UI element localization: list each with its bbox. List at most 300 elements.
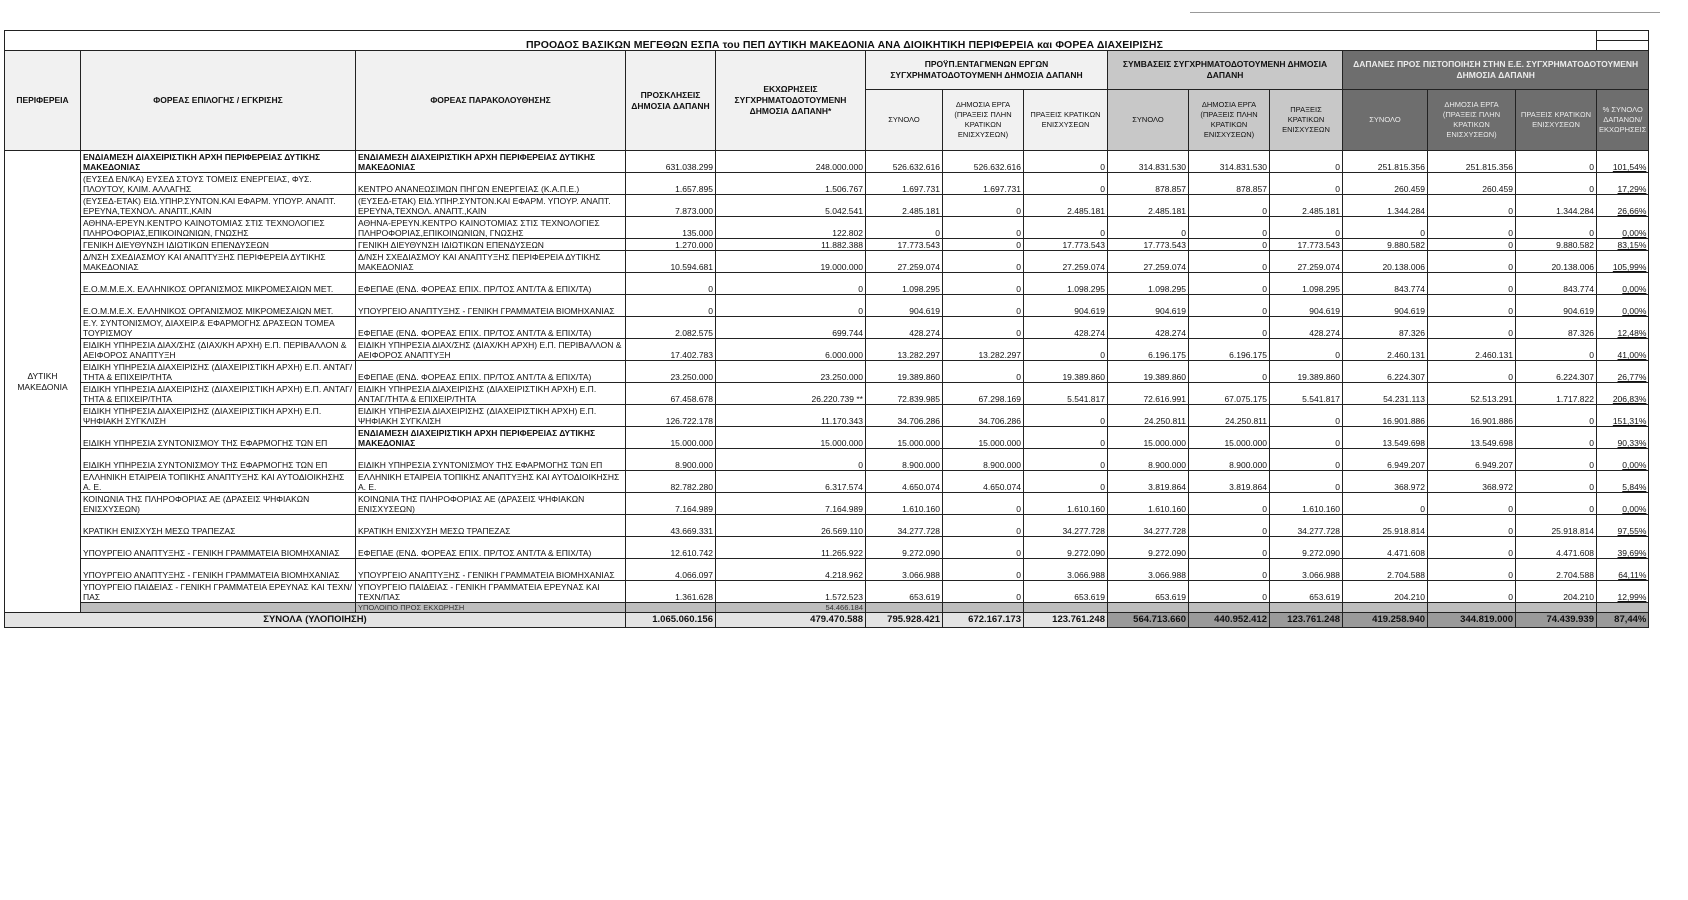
- expenses-total-cell: 6.224.307: [1343, 361, 1428, 383]
- totals-contracts-total: 564.713.660: [1108, 613, 1189, 628]
- budget-public-works-cell: 0: [943, 217, 1024, 239]
- expenses-state-aid-cell: 204.210: [1516, 581, 1597, 603]
- expenses-public-works-cell: 0: [1428, 317, 1516, 339]
- table-row: [5, 173, 1649, 195]
- contracts-state-aid-cell: 3.066.988: [1270, 559, 1343, 581]
- table-row: [5, 449, 1649, 471]
- table-row: [5, 493, 1649, 515]
- pct-cell: 64,11%: [1597, 559, 1649, 581]
- table-row: [5, 471, 1649, 493]
- monitoring-body-cell: ΥΠΟΥΡΓΕΙΟ ΑΝΑΠΤΥΞΗΣ - ΓΕΝΙΚΗ ΓΡΑΜΜΑΤΕΙΑ ΒΙΟΜΗΧΑΝΙΑΣ: [356, 295, 626, 317]
- expenses-total-cell: 13.549.698: [1343, 427, 1428, 449]
- assignments-cell: 5.042.541: [716, 195, 866, 217]
- calls-cell: 1.361.628: [626, 581, 716, 603]
- expenses-public-works-cell: 0: [1428, 217, 1516, 239]
- table-row: [5, 383, 1649, 405]
- expenses-total-cell: 368.972: [1343, 471, 1428, 493]
- pct-cell: 97,55%: [1597, 515, 1649, 537]
- contracts-total-cell: 904.619: [1108, 295, 1189, 317]
- selection-body-cell: ΚΡΑΤΙΚΗ ΕΝΙΣΧΥΣΗ ΜΕΣΩ ΤΡΑΠΕΖΑΣ: [81, 515, 356, 537]
- header-monitoring-body: ΦΟΡΕΑΣ ΠΑΡΑΚΟΛΟΥΘΗΣΗΣ: [356, 51, 626, 151]
- expenses-state-aid-cell: 0: [1516, 449, 1597, 471]
- top-decorative-rule: [1190, 12, 1660, 13]
- totals-row: [5, 613, 1649, 628]
- calls-cell: 7.164.989: [626, 493, 716, 515]
- calls-cell: 0: [626, 273, 716, 295]
- selection-body-cell: ΥΠΟΥΡΓΕΙΟ ΑΝΑΠΤΥΞΗΣ - ΓΕΝΙΚΗ ΓΡΑΜΜΑΤΕΙΑ ΒΙΟΜΗΧΑΝΙΑΣ: [81, 559, 356, 581]
- calls-cell: 15.000.000: [626, 427, 716, 449]
- table-row: [5, 295, 1649, 317]
- title-row: [5, 31, 1649, 51]
- budget-total-cell: 72.839.985: [866, 383, 943, 405]
- budget-total-cell: 9.272.090: [866, 537, 943, 559]
- selection-body-cell: ΚΟΙΝΩΝΙΑ ΤΗΣ ΠΛΗΡΟΦΟΡΙΑΣ ΑΕ (ΔΡΑΣΕΙΣ ΨΗΦΙΑΚΩΝ ΕΝΙΣΧΥΣΕΩΝ): [81, 493, 356, 515]
- assignments-cell: 1.572.523: [716, 581, 866, 603]
- totals-assignments: 479.470.588: [716, 613, 866, 628]
- monitoring-body-cell: ΕΦΕΠΑΕ (ΕΝΔ. ΦΟΡΕΑΣ ΕΠΙΧ. ΠΡ/ΤΟΣ ΑΝΤ/ΤΑ & ΕΠΙΧ/ΤΑ): [356, 361, 626, 383]
- monitoring-body-cell: ΚΕΝΤΡΟ ΑΝΑΝΕΩΣΙΜΩΝ ΠΗΓΩΝ ΕΝΕΡΓΕΙΑΣ (Κ.Α.Π.Ε.): [356, 173, 626, 195]
- contracts-total-cell: 1.610.160: [1108, 493, 1189, 515]
- monitoring-body-cell: ΚΡΑΤΙΚΗ ΕΝΙΣΧΥΣΗ ΜΕΣΩ ΤΡΑΠΕΖΑΣ: [356, 515, 626, 537]
- table-row: [5, 427, 1649, 449]
- totals-calls: 1.065.060.156: [626, 613, 716, 628]
- expenses-state-aid-cell: 4.471.608: [1516, 537, 1597, 559]
- contracts-state-aid-cell: 34.277.728: [1270, 515, 1343, 537]
- selection-body-cell: ΕΙΔΙΚΗ ΥΠΗΡΕΣΙΑ ΔΙΑΧ/ΣΗΣ (ΔΙΑΧ/ΚΗ ΑΡΧΗ) Ε.Π. ΠΕΡΙΒΑΛΛΟΝ & ΑΕΙΦΟΡΟΣ ΑΝΑΠΤΥΞΗ: [81, 339, 356, 361]
- calls-cell: 7.873.000: [626, 195, 716, 217]
- table-row: [5, 559, 1649, 581]
- report-sheet: [4, 30, 1649, 628]
- expenses-public-works-cell: 6.949.207: [1428, 449, 1516, 471]
- header-calls: ΠΡΟΣΚΛΗΣΕΙΣ ΔΗΜΟΣΙΑ ΔΑΠΑΝΗ: [626, 51, 716, 151]
- pct-cell: 17,29%: [1597, 173, 1649, 195]
- budget-public-works-cell: 8.900.000: [943, 449, 1024, 471]
- expenses-state-aid-cell: 0: [1516, 217, 1597, 239]
- calls-cell: 8.900.000: [626, 449, 716, 471]
- selection-body-cell: ΕΛΛΗΝΙΚΗ ΕΤΑΙΡΕΙΑ ΤΟΠΙΚΗΣ ΑΝΑΠΤΥΞΗΣ ΚΑΙ ΑΥΤΟΔΙΟΙΚΗΣΗΣ Α. Ε.: [81, 471, 356, 493]
- contracts-total-cell: 3.819.864: [1108, 471, 1189, 493]
- pct-cell: 0,00%: [1597, 217, 1649, 239]
- expenses-total-cell: 87.326: [1343, 317, 1428, 339]
- calls-cell: 1.270.000: [626, 239, 716, 251]
- expenses-state-aid-cell: 25.918.814: [1516, 515, 1597, 537]
- remainder-blank: [1343, 603, 1428, 613]
- expenses-public-works-cell: 0: [1428, 559, 1516, 581]
- contracts-state-aid-cell: 19.389.860: [1270, 361, 1343, 383]
- budget-public-works-cell: 13.282.297: [943, 339, 1024, 361]
- assignments-cell: 7.164.989: [716, 493, 866, 515]
- budget-public-works-cell: 0: [943, 559, 1024, 581]
- contracts-total-cell: 428.274: [1108, 317, 1189, 339]
- budget-total-cell: 15.000.000: [866, 427, 943, 449]
- assignments-cell: 11.882.388: [716, 239, 866, 251]
- contracts-public-works-cell: 0: [1189, 295, 1270, 317]
- contracts-state-aid-cell: 0: [1270, 427, 1343, 449]
- contracts-public-works-cell: 878.857: [1189, 173, 1270, 195]
- expenses-public-works-cell: 0: [1428, 251, 1516, 273]
- remainder-blank: [1108, 603, 1189, 613]
- header-budget-public-works: ΔΗΜΟΣΙΑ ΕΡΓΑ (ΠΡΑΞΕΙΣ ΠΛΗΝ ΚΡΑΤΙΚΩΝ ΕΝΙΣΧΥΣΕΩΝ): [943, 90, 1024, 151]
- table-row: [5, 151, 1649, 173]
- assignments-cell: 248.000.000: [716, 151, 866, 173]
- selection-body-cell: (ΕΥΣΕΔ ΕΝ/ΚΑ) ΕΥΣΕΔ ΣΤΟΥΣ ΤΟΜΕΙΣ ΕΝΕΡΓΕΙΑΣ, ΦΥΣ. ΠΛΟΥΤΟΥ, ΚΛΙΜ. ΑΛΛΑΓΗΣ: [81, 173, 356, 195]
- budget-state-aid-cell: 0: [1024, 339, 1108, 361]
- budget-state-aid-cell: 0: [1024, 449, 1108, 471]
- expenses-public-works-cell: 0: [1428, 295, 1516, 317]
- budget-public-works-cell: 67.298.169: [943, 383, 1024, 405]
- contracts-public-works-cell: 0: [1189, 195, 1270, 217]
- remainder-blank: [1189, 603, 1270, 613]
- budget-state-aid-cell: 5.541.817: [1024, 383, 1108, 405]
- budget-total-cell: 1.610.160: [866, 493, 943, 515]
- monitoring-body-cell: ΕΝΔΙΑΜΕΣΗ ΔΙΑΧΕΙΡΙΣΤΙΚΗ ΑΡΧΗ ΠΕΡΙΦΕΡΕΙΑΣ ΔΥΤΙΚΗΣ ΜΑΚΕΔΟΝΙΑΣ: [356, 427, 626, 449]
- expenses-public-works-cell: 0: [1428, 537, 1516, 559]
- budget-public-works-cell: 0: [943, 251, 1024, 273]
- pct-cell: 39,69%: [1597, 537, 1649, 559]
- remainder-blank: [1597, 603, 1649, 613]
- remainder-blank: [1024, 603, 1108, 613]
- budget-total-cell: 13.282.297: [866, 339, 943, 361]
- pct-cell: 0,00%: [1597, 449, 1649, 471]
- budget-public-works-cell: 0: [943, 239, 1024, 251]
- budget-public-works-cell: 0: [943, 361, 1024, 383]
- budget-total-cell: 653.619: [866, 581, 943, 603]
- remainder-blank: [1428, 603, 1516, 613]
- expenses-public-works-cell: 0: [1428, 361, 1516, 383]
- assignments-cell: 122.802: [716, 217, 866, 239]
- contracts-state-aid-cell: 0: [1270, 173, 1343, 195]
- header-assignments: ΕΚΧΩΡΗΣΕΙΣ ΣΥΓΧΡΗΜΑΤΟΔΟΤΟΥΜΕΝΗ ΔΗΜΟΣΙΑ ΔΑΠΑΝΗ*: [716, 51, 866, 151]
- budget-public-works-cell: 0: [943, 195, 1024, 217]
- selection-body-cell: ΥΠΟΥΡΓΕΙΟ ΑΝΑΠΤΥΞΗΣ - ΓΕΝΙΚΗ ΓΡΑΜΜΑΤΕΙΑ ΒΙΟΜΗΧΑΝΙΑΣ: [81, 537, 356, 559]
- pct-cell: 26,66%: [1597, 195, 1649, 217]
- assignments-cell: 6.317.574: [716, 471, 866, 493]
- assignments-cell: 699.744: [716, 317, 866, 339]
- header-group-expenses: ΔΑΠΑΝΕΣ ΠΡΟΣ ΠΙΣΤΟΠΟΙΗΣΗ ΣΤΗΝ Ε.Ε. ΣΥΓΧΡΗΜΑΤΟΔΟΤΟΥΜΕΝΗ ΔΗΜΟΣΙΑ ΔΑΠΑΝΗ: [1343, 51, 1649, 90]
- expenses-state-aid-cell: 0: [1516, 427, 1597, 449]
- assignments-cell: 11.170.343: [716, 405, 866, 427]
- selection-body-cell: ΓΕΝΙΚΗ ΔΙΕΥΘΥΝΣΗ ΙΔΙΩΤΙΚΩΝ ΕΠΕΝΔΥΣΕΩΝ: [81, 239, 356, 251]
- contracts-state-aid-cell: 2.485.181: [1270, 195, 1343, 217]
- assignments-cell: 19.000.000: [716, 251, 866, 273]
- expenses-public-works-cell: 0: [1428, 493, 1516, 515]
- contracts-public-works-cell: 0: [1189, 559, 1270, 581]
- remainder-assignments: 54.466.184: [716, 603, 866, 613]
- remainder-blank: [626, 603, 716, 613]
- expenses-total-cell: 9.880.582: [1343, 239, 1428, 251]
- contracts-total-cell: 0: [1108, 217, 1189, 239]
- contracts-total-cell: 34.277.728: [1108, 515, 1189, 537]
- expenses-total-cell: 2.460.131: [1343, 339, 1428, 361]
- budget-state-aid-cell: 2.485.181: [1024, 195, 1108, 217]
- expenses-public-works-cell: 52.513.291: [1428, 383, 1516, 405]
- monitoring-body-cell: ΕΛΛΗΝΙΚΗ ΕΤΑΙΡΕΙΑ ΤΟΠΙΚΗΣ ΑΝΑΠΤΥΞΗΣ ΚΑΙ ΑΥΤΟΔΙΟΙΚΗΣΗΣ Α. Ε.: [356, 471, 626, 493]
- totals-expenses-state-aid: 74.439.939: [1516, 613, 1597, 628]
- table-row: [5, 361, 1649, 383]
- pct-cell: 151,31%: [1597, 405, 1649, 427]
- table-row: [5, 217, 1649, 239]
- selection-body-cell: ΥΠΟΥΡΓΕΙΟ ΠΑΙΔΕΙΑΣ - ΓΕΝΙΚΗ ΓΡΑΜΜΑΤΕΙΑ ΕΡΕΥΝΑΣ ΚΑΙ ΤΕΧΝ/ΠΑΣ: [81, 581, 356, 603]
- table-row: [5, 273, 1649, 295]
- budget-total-cell: 8.900.000: [866, 449, 943, 471]
- expenses-state-aid-cell: 0: [1516, 471, 1597, 493]
- budget-public-works-cell: 0: [943, 515, 1024, 537]
- selection-body-cell: ΕΙΔΙΚΗ ΥΠΗΡΕΣΙΑ ΔΙΑΧΕΙΡΙΣΗΣ (ΔΙΑΧΕΙΡΙΣΤΙΚΗ ΑΡΧΗ) Ε.Π. ΨΗΦΙΑΚΗ ΣΥΓΚΛΙΣΗ: [81, 405, 356, 427]
- contracts-state-aid-cell: 0: [1270, 151, 1343, 173]
- contracts-total-cell: 2.485.181: [1108, 195, 1189, 217]
- budget-state-aid-cell: 1.610.160: [1024, 493, 1108, 515]
- contracts-state-aid-cell: 0: [1270, 471, 1343, 493]
- contracts-public-works-cell: 0: [1189, 537, 1270, 559]
- contracts-state-aid-cell: 1.610.160: [1270, 493, 1343, 515]
- totals-contracts-public-works: 440.952.412: [1189, 613, 1270, 628]
- expenses-state-aid-cell: 6.224.307: [1516, 361, 1597, 383]
- selection-body-cell: ΕΙΔΙΚΗ ΥΠΗΡΕΣΙΑ ΣΥΝΤΟΝΙΣΜΟΥ ΤΗΣ ΕΦΑΡΜΟΓΗΣ ΤΩΝ ΕΠ: [81, 427, 356, 449]
- table-row: [5, 581, 1649, 603]
- contracts-total-cell: 3.066.988: [1108, 559, 1189, 581]
- contracts-state-aid-cell: 0: [1270, 405, 1343, 427]
- totals-expenses-total: 419.258.940: [1343, 613, 1428, 628]
- remainder-blank: [1270, 603, 1343, 613]
- expenses-total-cell: 251.815.356: [1343, 151, 1428, 173]
- budget-public-works-cell: 0: [943, 295, 1024, 317]
- calls-cell: 67.458.678: [626, 383, 716, 405]
- monitoring-body-cell: (ΕΥΣΕΔ-ΕΤΑΚ) ΕΙΔ.ΥΠΗΡ.ΣΥΝΤΟΝ.ΚΑΙ ΕΦΑΡΜ. ΥΠΟΥΡ. ΑΝΑΠΤ. ΕΡΕΥΝΑ,ΤΕΧΝΟΛ. ΑΝΑΠΤ.,ΚΑΙΝ: [356, 195, 626, 217]
- calls-cell: 135.000: [626, 217, 716, 239]
- assignments-cell: 4.218.962: [716, 559, 866, 581]
- budget-state-aid-cell: 34.277.728: [1024, 515, 1108, 537]
- monitoring-body-cell: ΕΙΔΙΚΗ ΥΠΗΡΕΣΙΑ ΣΥΝΤΟΝΙΣΜΟΥ ΤΗΣ ΕΦΑΡΜΟΓΗΣ ΤΩΝ ΕΠ: [356, 449, 626, 471]
- contracts-total-cell: 6.196.175: [1108, 339, 1189, 361]
- selection-body-cell: Δ/ΝΣΗ ΣΧΕΔΙΑΣΜΟΥ ΚΑΙ ΑΝΑΠΤΥΞΗΣ ΠΕΡΙΦΕΡΕΙΑ ΔΥΤΙΚΗΣ ΜΑΚΕΔΟΝΙΑΣ: [81, 251, 356, 273]
- header-expenses-state-aid: ΠΡΑΞΕΙΣ ΚΡΑΤΙΚΩΝ ΕΝΙΣΧΥΣΕΩΝ: [1516, 90, 1597, 151]
- remainder-blank: [943, 603, 1024, 613]
- contracts-state-aid-cell: 0: [1270, 339, 1343, 361]
- totals-contracts-state-aid: 123.761.248: [1270, 613, 1343, 628]
- calls-cell: 10.594.681: [626, 251, 716, 273]
- contracts-public-works-cell: 24.250.811: [1189, 405, 1270, 427]
- calls-cell: 4.066.097: [626, 559, 716, 581]
- budget-public-works-cell: 526.632.616: [943, 151, 1024, 173]
- header-contracts-total: ΣΥΝΟΛΟ: [1108, 90, 1189, 151]
- contracts-state-aid-cell: 1.098.295: [1270, 273, 1343, 295]
- budget-public-works-cell: 0: [943, 273, 1024, 295]
- budget-total-cell: 3.066.988: [866, 559, 943, 581]
- expenses-public-works-cell: 0: [1428, 581, 1516, 603]
- monitoring-body-cell: ΑΘΗΝΑ-ΕΡΕΥΝ.ΚΕΝΤΡΟ ΚΑΙΝΟΤΟΜΙΑΣ ΣΤΙΣ ΤΕΧΝΟΛΟΓΙΕΣ ΠΛΗΡΟΦΟΡΙΑΣ,ΕΠΙΚΟΙΝΩΝΙΩΝ, ΓΝΩΣΗΣ: [356, 217, 626, 239]
- budget-public-works-cell: 4.650.074: [943, 471, 1024, 493]
- contracts-state-aid-cell: 17.773.543: [1270, 239, 1343, 251]
- calls-cell: 12.610.742: [626, 537, 716, 559]
- assignments-cell: 23.250.000: [716, 361, 866, 383]
- monitoring-body-cell: ΕΦΕΠΑΕ (ΕΝΔ. ΦΟΡΕΑΣ ΕΠΙΧ. ΠΡ/ΤΟΣ ΑΝΤ/ΤΑ & ΕΠΙΧ/ΤΑ): [356, 273, 626, 295]
- contracts-public-works-cell: 0: [1189, 317, 1270, 339]
- calls-cell: 17.402.783: [626, 339, 716, 361]
- assignments-cell: 1.506.767: [716, 173, 866, 195]
- contracts-public-works-cell: 0: [1189, 361, 1270, 383]
- contracts-state-aid-cell: 5.541.817: [1270, 383, 1343, 405]
- budget-public-works-cell: 0: [943, 537, 1024, 559]
- budget-public-works-cell: 15.000.000: [943, 427, 1024, 449]
- budget-state-aid-cell: 1.098.295: [1024, 273, 1108, 295]
- selection-body-cell: Ε.Ο.Μ.Μ.Ε.Χ. ΕΛΛΗΝΙΚΟΣ ΟΡΓΑΝΙΣΜΟΣ ΜΙΚΡΟΜΕΣΑΙΩΝ ΜΕΤ.: [81, 295, 356, 317]
- table-row: [5, 405, 1649, 427]
- totals-budget-public-works: 672.167.173: [943, 613, 1024, 628]
- contracts-public-works-cell: 15.000.000: [1189, 427, 1270, 449]
- expenses-state-aid-cell: 20.138.006: [1516, 251, 1597, 273]
- expenses-total-cell: 2.704.588: [1343, 559, 1428, 581]
- expenses-total-cell: 16.901.886: [1343, 405, 1428, 427]
- pct-cell: 206,83%: [1597, 383, 1649, 405]
- totals-budget-state-aid: 123.761.248: [1024, 613, 1108, 628]
- remainder-label: ΥΠΟΛΟΙΠΟ ΠΡΟΣ ΕΚΧΩΡΗΣΗ: [356, 603, 626, 613]
- budget-total-cell: 428.274: [866, 317, 943, 339]
- expenses-total-cell: 904.619: [1343, 295, 1428, 317]
- contracts-public-works-cell: 0: [1189, 251, 1270, 273]
- header-row-1: [5, 51, 1649, 90]
- contracts-public-works-cell: 0: [1189, 581, 1270, 603]
- table-row: [5, 515, 1649, 537]
- selection-body-cell: ΑΘΗΝΑ-ΕΡΕΥΝ.ΚΕΝΤΡΟ ΚΑΙΝΟΤΟΜΙΑΣ ΣΤΙΣ ΤΕΧΝΟΛΟΓΙΕΣ ΠΛΗΡΟΦΟΡΙΑΣ,ΕΠΙΚΟΙΝΩΝΙΩΝ, ΓΝΩΣΗΣ: [81, 217, 356, 239]
- selection-body-cell: ΕΝΔΙΑΜΕΣΗ ΔΙΑΧΕΙΡΙΣΤΙΚΗ ΑΡΧΗ ΠΕΡΙΦΕΡΕΙΑΣ ΔΥΤΙΚΗΣ ΜΑΚΕΔΟΝΙΑΣ: [81, 151, 356, 173]
- expenses-public-works-cell: 251.815.356: [1428, 151, 1516, 173]
- assignments-cell: 15.000.000: [716, 427, 866, 449]
- monitoring-body-cell: ΕΙΔΙΚΗ ΥΠΗΡΕΣΙΑ ΔΙΑΧΕΙΡΙΣΗΣ (ΔΙΑΧΕΙΡΙΣΤΙΚΗ ΑΡΧΗ) Ε.Π. ΑΝΤΑΓ/ΤΗΤΑ & ΕΠΙΧΕΙΡ/ΤΗΤΑ: [356, 383, 626, 405]
- table-row: [5, 537, 1649, 559]
- header-region: ΠΕΡΙΦΕΡΕΙΑ: [5, 51, 81, 151]
- assignments-cell: 26.220.739 **: [716, 383, 866, 405]
- contracts-state-aid-cell: 0: [1270, 449, 1343, 471]
- header-contracts-public-works: ΔΗΜΟΣΙΑ ΕΡΓΑ (ΠΡΑΞΕΙΣ ΠΛΗΝ ΚΡΑΤΙΚΩΝ ΕΝΙΣΧΥΣΕΩΝ): [1189, 90, 1270, 151]
- budget-state-aid-cell: 0: [1024, 471, 1108, 493]
- monitoring-body-cell: ΕΦΕΠΑΕ (ΕΝΔ. ΦΟΡΕΑΣ ΕΠΙΧ. ΠΡ/ΤΟΣ ΑΝΤ/ΤΑ & ΕΠΙΧ/ΤΑ): [356, 537, 626, 559]
- contracts-state-aid-cell: 27.259.074: [1270, 251, 1343, 273]
- region-cell: ΔΥΤΙΚΗ ΜΑΚΕΔΟΝΙΑ: [5, 151, 81, 613]
- budget-total-cell: 904.619: [866, 295, 943, 317]
- budget-state-aid-cell: 653.619: [1024, 581, 1108, 603]
- progress-table: [4, 30, 1649, 628]
- expenses-state-aid-cell: 87.326: [1516, 317, 1597, 339]
- budget-state-aid-cell: 904.619: [1024, 295, 1108, 317]
- calls-cell: 631.038.299: [626, 151, 716, 173]
- budget-state-aid-cell: 0: [1024, 217, 1108, 239]
- calls-cell: 23.250.000: [626, 361, 716, 383]
- monitoring-body-cell: ΕΙΔΙΚΗ ΥΠΗΡΕΣΙΑ ΔΙΑΧ/ΣΗΣ (ΔΙΑΧ/ΚΗ ΑΡΧΗ) Ε.Π. ΠΕΡΙΒΑΛΛΟΝ & ΑΕΙΦΟΡΟΣ ΑΝΑΠΤΥΞΗ: [356, 339, 626, 361]
- selection-body-cell: ΕΙΔΙΚΗ ΥΠΗΡΕΣΙΑ ΣΥΝΤΟΝΙΣΜΟΥ ΤΗΣ ΕΦΑΡΜΟΓΗΣ ΤΩΝ ΕΠ: [81, 449, 356, 471]
- pct-cell: 0,00%: [1597, 273, 1649, 295]
- monitoring-body-cell: ΓΕΝΙΚΗ ΔΙΕΥΘΥΝΣΗ ΙΔΙΩΤΙΚΩΝ ΕΠΕΝΔΥΣΕΩΝ: [356, 239, 626, 251]
- contracts-state-aid-cell: 904.619: [1270, 295, 1343, 317]
- budget-public-works-cell: 1.697.731: [943, 173, 1024, 195]
- pct-cell: 101,54%: [1597, 151, 1649, 173]
- totals-label: ΣΥΝΟΛΑ (ΥΛΟΠΟΙΗΣΗ): [5, 613, 626, 628]
- contracts-total-cell: 9.272.090: [1108, 537, 1189, 559]
- assignments-cell: 0: [716, 295, 866, 317]
- contracts-total-cell: 17.773.543: [1108, 239, 1189, 251]
- expenses-total-cell: 20.138.006: [1343, 251, 1428, 273]
- table-row: [5, 317, 1649, 339]
- expenses-state-aid-cell: 0: [1516, 151, 1597, 173]
- contracts-public-works-cell: 0: [1189, 217, 1270, 239]
- calls-cell: 126.722.178: [626, 405, 716, 427]
- calls-cell: 1.657.895: [626, 173, 716, 195]
- selection-body-cell: Ε.Ο.Μ.Μ.Ε.Χ. ΕΛΛΗΝΙΚΟΣ ΟΡΓΑΝΙΣΜΟΣ ΜΙΚΡΟΜΕΣΑΙΩΝ ΜΕΤ.: [81, 273, 356, 295]
- contracts-public-works-cell: 0: [1189, 493, 1270, 515]
- monitoring-body-cell: ΕΙΔΙΚΗ ΥΠΗΡΕΣΙΑ ΔΙΑΧΕΙΡΙΣΗΣ (ΔΙΑΧΕΙΡΙΣΤΙΚΗ ΑΡΧΗ) Ε.Π. ΨΗΦΙΑΚΗ ΣΥΓΚΛΙΣΗ: [356, 405, 626, 427]
- expenses-public-works-cell: 0: [1428, 239, 1516, 251]
- expenses-state-aid-cell: 0: [1516, 339, 1597, 361]
- selection-body-cell: ΕΙΔΙΚΗ ΥΠΗΡΕΣΙΑ ΔΙΑΧΕΙΡΙΣΗΣ (ΔΙΑΧΕΙΡΙΣΤΙΚΗ ΑΡΧΗ) Ε.Π. ΑΝΤΑΓ/ΤΗΤΑ & ΕΠΙΧΕΙΡ/ΤΗΤΑ: [81, 361, 356, 383]
- monitoring-body-cell: ΚΟΙΝΩΝΙΑ ΤΗΣ ΠΛΗΡΟΦΟΡΙΑΣ ΑΕ (ΔΡΑΣΕΙΣ ΨΗΦΙΑΚΩΝ ΕΝΙΣΧΥΣΕΩΝ): [356, 493, 626, 515]
- expenses-total-cell: 204.210: [1343, 581, 1428, 603]
- calls-cell: 82.782.280: [626, 471, 716, 493]
- budget-total-cell: 4.650.074: [866, 471, 943, 493]
- calls-cell: 43.669.331: [626, 515, 716, 537]
- contracts-total-cell: 19.389.860: [1108, 361, 1189, 383]
- monitoring-body-cell: ΥΠΟΥΡΓΕΙΟ ΠΑΙΔΕΙΑΣ - ΓΕΝΙΚΗ ΓΡΑΜΜΑΤΕΙΑ ΕΡΕΥΝΑΣ ΚΑΙ ΤΕΧΝ/ΠΑΣ: [356, 581, 626, 603]
- remainder-row: [5, 603, 1649, 613]
- contracts-total-cell: 27.259.074: [1108, 251, 1189, 273]
- table-row: [5, 339, 1649, 361]
- expenses-state-aid-cell: 9.880.582: [1516, 239, 1597, 251]
- contracts-total-cell: 8.900.000: [1108, 449, 1189, 471]
- budget-total-cell: 17.773.543: [866, 239, 943, 251]
- expenses-total-cell: 260.459: [1343, 173, 1428, 195]
- monitoring-body-cell: ΕΝΔΙΑΜΕΣΗ ΔΙΑΧΕΙΡΙΣΤΙΚΗ ΑΡΧΗ ΠΕΡΙΦΕΡΕΙΑΣ ΔΥΤΙΚΗΣ ΜΑΚΕΔΟΝΙΑΣ: [356, 151, 626, 173]
- pct-cell: 12,48%: [1597, 317, 1649, 339]
- contracts-public-works-cell: 3.819.864: [1189, 471, 1270, 493]
- budget-total-cell: 1.098.295: [866, 273, 943, 295]
- expenses-public-works-cell: 0: [1428, 273, 1516, 295]
- expenses-public-works-cell: 0: [1428, 195, 1516, 217]
- header-budget-total: ΣΥΝΟΛΟ: [866, 90, 943, 151]
- pct-cell: 12,99%: [1597, 581, 1649, 603]
- contracts-total-cell: 1.098.295: [1108, 273, 1189, 295]
- budget-state-aid-cell: 27.259.074: [1024, 251, 1108, 273]
- budget-state-aid-cell: 19.389.860: [1024, 361, 1108, 383]
- expenses-state-aid-cell: 0: [1516, 493, 1597, 515]
- expenses-public-works-cell: 16.901.886: [1428, 405, 1516, 427]
- contracts-public-works-cell: 6.196.175: [1189, 339, 1270, 361]
- expenses-state-aid-cell: 0: [1516, 405, 1597, 427]
- selection-body-cell: (ΕΥΣΕΔ-ΕΤΑΚ) ΕΙΔ.ΥΠΗΡ.ΣΥΝΤΟΝ.ΚΑΙ ΕΦΑΡΜ. ΥΠΟΥΡ. ΑΝΑΠΤ. ΕΡΕΥΝΑ,ΤΕΧΝΟΛ. ΑΝΑΠΤ.,ΚΑΙΝ: [81, 195, 356, 217]
- pct-cell: 0,00%: [1597, 493, 1649, 515]
- expenses-total-cell: 0: [1343, 217, 1428, 239]
- pct-cell: 41,00%: [1597, 339, 1649, 361]
- budget-state-aid-cell: 0: [1024, 405, 1108, 427]
- contracts-total-cell: 72.616.991: [1108, 383, 1189, 405]
- budget-total-cell: 19.389.860: [866, 361, 943, 383]
- contracts-state-aid-cell: 428.274: [1270, 317, 1343, 339]
- assignments-cell: 26.569.110: [716, 515, 866, 537]
- contracts-state-aid-cell: 653.619: [1270, 581, 1343, 603]
- budget-state-aid-cell: 17.773.543: [1024, 239, 1108, 251]
- remainder-blank: [81, 603, 356, 613]
- expenses-state-aid-cell: 843.774: [1516, 273, 1597, 295]
- pct-cell: 105,99%: [1597, 251, 1649, 273]
- calls-cell: 0: [626, 295, 716, 317]
- header-expenses-total: ΣΥΝΟΛΟ: [1343, 90, 1428, 151]
- contracts-state-aid-cell: 0: [1270, 217, 1343, 239]
- expenses-public-works-cell: 2.460.131: [1428, 339, 1516, 361]
- selection-body-cell: ΕΙΔΙΚΗ ΥΠΗΡΕΣΙΑ ΔΙΑΧΕΙΡΙΣΗΣ (ΔΙΑΧΕΙΡΙΣΤΙΚΗ ΑΡΧΗ) Ε.Π. ΑΝΤΑΓ/ΤΗΤΑ & ΕΠΙΧΕΙΡ/ΤΗΤΑ: [81, 383, 356, 405]
- pct-cell: 26,77%: [1597, 361, 1649, 383]
- budget-total-cell: 526.632.616: [866, 151, 943, 173]
- budget-total-cell: 34.706.286: [866, 405, 943, 427]
- budget-total-cell: 34.277.728: [866, 515, 943, 537]
- expenses-state-aid-cell: 1.344.284: [1516, 195, 1597, 217]
- assignments-cell: 0: [716, 449, 866, 471]
